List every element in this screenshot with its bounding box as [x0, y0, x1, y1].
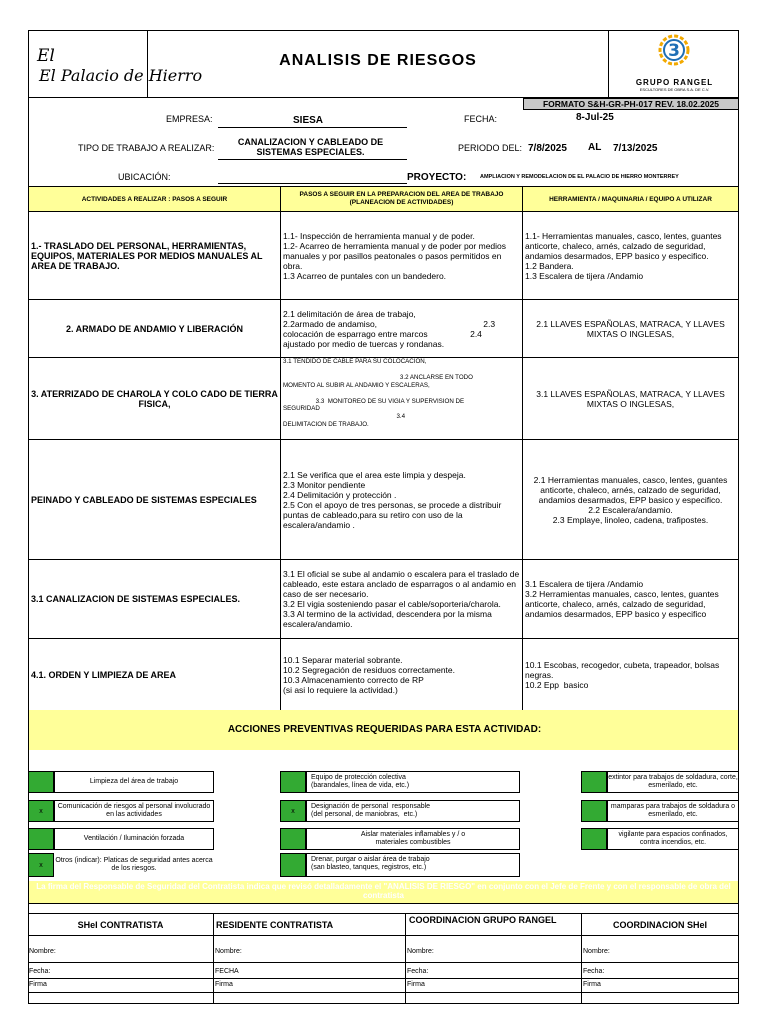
- table-row-steps: 3.1 El oficial se sube al andamio o escalera para el traslado de cableado, este estara anclado de esparragos o al andamio en caso de ser necesario. 3.2 El vigia sosteniendo pasar el cable/soporteria/charola. 3.3 Al termino de la actividad, descendera por la misma escalera/andamio.: [280, 559, 523, 639]
- sig-firma[interactable]: Firma: [29, 981, 47, 988]
- check-box[interactable]: x: [280, 800, 306, 822]
- form-code: FORMATO S&H-GR-PH-017 REV. 18.02.2025: [523, 98, 739, 110]
- check-label: extintor para trabajos de soldadura, corte, esmerilado, etc.: [607, 771, 739, 793]
- check-box[interactable]: [280, 828, 306, 850]
- table-row-steps: 2.1 delimitación de área de trabajo, 2.2armado de andamiso, 2.3 colocación de esparrago entre marcos 2.4 ajustado por medio de tuercas y rondanas.: [280, 299, 523, 358]
- risk-analysis-form: El El Palacio de Hierro ANALISIS DE RIESGOS 3 GRUPO RANGEL ESCULTORES DE OBRA S.A. DE C.V. FORMATO S&H-GR-PH-017 REV. 18.02.2025 EMPRESA: SIESA FECHA: 8-Jul-25 TIPO DE TRABAJO A REALIZAR: CANALIZACION Y CABLEADO DE SISTEMAS ESPECIALES. PERIODO DEL: 7/8/2025 AL 7/13/2025 UBICACIÓN: PROYECTO: AMPLIACION Y REMODELACION DE EL PALACIO DE HIERRO MONTERREY ACTIVIDADES A REALIZAR : PASOS A SEGUIR PASOS A SEGUIR EN LA PREPARACION DEL AREA DE TRABAJO (PLANEACION DE ACTIVIDADES) HERRAMIENTA / MAQUINARIA / EQUIPO A UTILIZAR 1.- TRASLADO DEL PERSONAL, HERRAMIENTAS, EQUIPOS, MATERIALES POR MEDIOS MANUALES AL AREA DE TRABAJO. 1.1- Inspección de herramienta manual y de poder. 1.2- Acarreo de herramienta manual y de poder por medios manuales y por pasillos peatonales o pasos permitidos en obra. 1.3 Acarreo de puntales con un bandedero. 1.1- Herramientas manuales, casco, lentes, guantes anticorte, chaleco, arnés, calzado de seguridad, andamios desarmados, EPP basico y especifico. 1.2 Bandera. 1.3 Escalera de tijera /Andamio 2. ARMADO DE ANDAMIO Y LIBERACIÓN 2.1 delimitación de área de trabajo, 2.2armado de andamiso, 2.3 colocación de esparrago entre marcos 2.4 ajustado por medio de tuercas y rondanas. 2.1 LLAVES ESPAÑOLAS, MATRACA, Y LLAVES MIXTAS O INGLESAS, 3. ATERRIZADO DE CHAROLA Y COLO CADO DE TIERRA FISICA, 3.1 TENDIDO DE CABLE PARA SU COLOCACION, 3.2 ANCLARSE EN TODO MOMENTO AL SUBIR AL ANDAMIO Y ESCALERAS, 3.3 MONITOREO DE SU VIGIA Y SUPERVISION DE SEGURIDAD 3.4 DELIMITACION DE TRABAJO. 3.1 LLAVES ESPAÑOLAS, MATRACA, Y LLAVES MIXTAS O INGLESAS, PEINADO Y CABLEADO DE SISTEMAS ESPECIALES 2.1 Se verifica que el area este limpia y despeja. 2.3 Monitor pendiente 2.4 Delimitación y protección . 2.5 Con el apoyo de tres personas, se procede a distribuir puntas de cableado,para su retiro con uso de la escalera/andamio . 2.1 Herramientas manuales, casco, lentes, guantes anticorte, chaleco, arnés, calzado de seguridad, andamios desarmados, EPP basico y especifico. 2.2 Escalera/andamio. 2.3 Emplaye, linoleo, cadena, trafipostes. 3.1 CANALIZACION DE SISTEMAS ESPECIALES. 3.1 El oficial se sube al andamio o escalera para el traslado de cableado, este estara anclado de esparragos o al andamio en caso de ser necesario. 3.2 El vigia sosteniendo pasar el cable/soporteria/charola. 3.3 Al termino de la actividad, descendera por la misma escalera/andamio. 3.1 Escalera de tijera /Andamio 3.2 Herramientas manuales, casco, lentes, guantes anticorte, chaleco, arnés, calzado de seguridad, andamios desarmados, EPP basico y especifico 4.1. ORDEN Y LIMPIEZA DE AREA 10.1 Separar material sobrante. 10.2 Segregación de residuos correctamente. 10.3 Almacenamiento correcto de RP (si asi lo requiere la actividad.) 10.1 Escobas, recogedor, cubeta, trapeador, bolsas negras. 10.2 Epp basico ACCIONES PREVENTIVAS REQUERIDAS PARA ESTA ACTIVIDAD: Limpieza del área de trabajo x Comunicación de riesgos al personal involucrado en las actividades Ventilación / Iluminación forzada x Otros (indicar): Platicas de seguridad antes acerca de los riesgos. Equipo de protección colectiva (barandales, línea de vida, etc.) x Designación de personal responsable (del personal, de maniobras, etc.) Aislar materiales inflamables y / o materiales combustibles Drenar, purgar o aislar área de trabajo (san blasteo, tanques, registros, etc.) extintor para trabajos de soldadura, corte, esmerilado, etc. mamparas para trabajos de soldadura o esmerilado, etc. vigilante para espacios confinados, contra incendios, etc. La firma del Responsable de Seguridad del Contratista indica que revisó detalladamente el "ANALISIS DE RIESGO" en conjunto con el Jefe de Frente y con el responsable de obra del contratista SHeI CONTRATISTA RESIDENTE CONTRATISTA COORDINACION GRUPO RANGEL COORDINACION SHeI Nombre: Nombre: Nombre: Nombre: Fecha: FECHA Fecha: Fecha: Firma Firma Firma Firma: [28, 30, 739, 1028]
- check-label: Drenar, purgar o aislar área de trabajo (san blasteo, tanques, registros, etc.): [306, 853, 520, 877]
- sig-fecha[interactable]: Fecha:: [583, 968, 605, 975]
- table-row-steps: 1.1- Inspección de herramienta manual y de poder. 1.2- Acarreo de herramienta manual y de poder por medios manuales y por pasillos peatonales o pasos permitidos en obra. 1.3 Acarreo de puntales con un bandedero.: [280, 211, 523, 300]
- page-title: ANALISIS DE RIESGOS: [279, 52, 477, 69]
- sig-fecha[interactable]: Fecha:: [407, 968, 429, 975]
- proyecto-value: AMPLIACION Y REMODELACION DE EL PALACIO DE HIERRO MONTERREY: [480, 174, 679, 180]
- check-box[interactable]: [581, 828, 607, 850]
- table-row-tools: 10.1 Escobas, recogedor, cubeta, trapeador, bolsas negras. 10.2 Epp basico: [522, 638, 739, 711]
- fecha-value: 8-Jul-25: [576, 112, 614, 123]
- check-label: Comunicación de riesgos al personal involucrado en las actividades: [54, 800, 214, 822]
- sig-nombre[interactable]: Nombre:: [583, 948, 610, 955]
- tipo-trabajo-value: CANALIZACION Y CABLEADO DE SISTEMAS ESPECIALES.: [237, 137, 384, 157]
- check-label: Designación de personal responsable (del personal, de maniobras, etc.): [306, 800, 520, 822]
- rangel-emblem-icon: [609, 30, 740, 78]
- grupo-rangel-logo: 3 GRUPO RANGEL ESCULTORES DE OBRA S.A. DE C.V.: [608, 30, 739, 98]
- table-row-tools: 2.1 Herramientas manuales, casco, lentes, guantes anticorte, chaleco, arnés, calzado de seguridad, andamios desarmados, EPP basico y especifico. 2.2 Escalera/andamio. 2.3 Emplaye, linoleo, cadena, trafipostes.: [522, 439, 739, 560]
- sig-header-coordinacion-shei: COORDINACION SHeI: [612, 920, 707, 930]
- table-row-activity: 1.- TRASLADO DEL PERSONAL, HERRAMIENTAS, EQUIPOS, MATERIALES POR MEDIOS MANUALES AL AREA DE TRABAJO.: [28, 211, 281, 300]
- responsibility-note: La firma del Responsable de Seguridad del Contratista indica que revisó detalladamente el "ANALISIS DE RIESGO" en conjunto con el Jefe de Frente y con el responsable de obra del contratista: [28, 881, 739, 903]
- check-box[interactable]: [581, 771, 607, 793]
- check-label: Equipo de protección colectiva (barandales, línea de vida, etc.): [306, 771, 520, 793]
- check-box[interactable]: [280, 771, 306, 793]
- sig-nombre[interactable]: Nombre:: [215, 948, 242, 955]
- svg-text:El Palacio de Hierro: El Palacio de Hierro: [38, 66, 202, 85]
- check-box[interactable]: x: [28, 800, 54, 822]
- check-box[interactable]: [581, 800, 607, 822]
- periodo-from: 7/8/2025: [528, 143, 567, 154]
- sig-header-shei-contratista: SHeI CONTRATISTA: [77, 920, 164, 930]
- table-row-activity: 3.1 CANALIZACION DE SISTEMAS ESPECIALES.: [28, 559, 281, 639]
- table-row-tools: 1.1- Herramientas manuales, casco, lentes, guantes anticorte, chaleco, arnés, calzado de seguridad, andamios desarmados, EPP basico y especifico. 1.2 Bandera. 1.3 Escalera de tijera /Andamio: [522, 211, 739, 300]
- table-row-tools: 3.1 LLAVES ESPAÑOLAS, MATRACA, Y LLAVES MIXTAS O INGLESAS,: [522, 357, 739, 440]
- table-row-activity: 4.1. ORDEN Y LIMPIEZA DE AREA: [28, 638, 281, 711]
- sig-firma[interactable]: Firma: [215, 981, 233, 988]
- sig-nombre[interactable]: Nombre:: [407, 948, 434, 955]
- sig-firma[interactable]: Firma: [407, 981, 425, 988]
- empresa-value: SIESA: [293, 115, 324, 126]
- sig-header-coordinacion-rangel: COORDINACION GRUPO RANGEL: [409, 915, 557, 925]
- table-row-activity: 3. ATERRIZADO DE CHAROLA Y COLO CADO DE TIERRA FISICA,: [28, 357, 281, 440]
- col-header-steps: PASOS A SEGUIR EN LA PREPARACION DEL AREA DE TRABAJO (PLANEACION DE ACTIVIDADES): [280, 186, 523, 212]
- sig-firma[interactable]: Firma: [583, 981, 601, 988]
- palacio-logo: [28, 30, 202, 98]
- table-row-steps: 2.1 Se verifica que el area este limpia y despeja. 2.3 Monitor pendiente 2.4 Delimitación y protección . 2.5 Con el apoyo de tres personas, se procede a distribuir puntas de cableado,para su retiro con uso de la escalera/andamio .: [280, 439, 523, 560]
- check-label: Limpieza del área de trabajo: [54, 771, 214, 793]
- check-label: Aislar materiales inflamables y / o materiales combustibles: [306, 828, 520, 850]
- sig-nombre[interactable]: Nombre:: [29, 948, 56, 955]
- sig-fecha[interactable]: Fecha:: [29, 968, 51, 975]
- svg-text:3: 3: [668, 41, 680, 61]
- table-row-steps: 10.1 Separar material sobrante. 10.2 Segregación de residuos correctamente. 10.3 Almacenamiento correcto de RP (si asi lo requiere la actividad.): [280, 638, 523, 711]
- col-header-activities: ACTIVIDADES A REALIZAR : PASOS A SEGUIR: [28, 186, 281, 212]
- check-label: Otros (indicar): Platicas de seguridad antes acerca de los riesgos.: [55, 857, 213, 872]
- table-row-tools: 3.1 Escalera de tijera /Andamio 3.2 Herramientas manuales, casco, lentes, guantes anticorte, chaleco, arnés, calzado de seguridad, andamios desarmados, EPP basico y especifico: [522, 559, 739, 639]
- sig-fecha[interactable]: FECHA: [215, 968, 239, 975]
- signatures-table: [28, 903, 739, 1004]
- check-box[interactable]: x: [28, 853, 54, 877]
- periodo-to: 7/13/2025: [613, 143, 658, 154]
- table-row-activity: 2. ARMADO DE ANDAMIO Y LIBERACIÓN: [28, 299, 281, 358]
- check-box[interactable]: [280, 853, 306, 877]
- table-row-steps: 3.1 TENDIDO DE CABLE PARA SU COLOCACION, 3.2 ANCLARSE EN TODO MOMENTO AL SUBIR AL ANDAMIO Y ESCALERAS, 3.3 MONITOREO DE SU VIGIA Y SUPERVISION DE SEGURIDAD 3.4 DELIMITACION DE TRABAJO.: [280, 357, 523, 440]
- table-row-tools: 2.1 LLAVES ESPAÑOLAS, MATRACA, Y LLAVES MIXTAS O INGLESAS,: [522, 299, 739, 358]
- preventive-title: ACCIONES PREVENTIVAS REQUERIDAS PARA ESTA ACTIVIDAD:: [227, 724, 542, 735]
- svg-text:El: El: [36, 46, 55, 66]
- preventive-header: [28, 710, 739, 750]
- col-header-tools: HERRAMIENTA / MAQUINARIA / EQUIPO A UTILIZAR: [522, 186, 739, 212]
- check-label: Ventilación / Iluminación forzada: [54, 828, 214, 850]
- check-label: vigilante para espacios confinados, contra incendios, etc.: [607, 828, 739, 850]
- check-box[interactable]: [28, 771, 54, 793]
- check-label: mamparas para trabajos de soldadura o esmerilado, etc.: [607, 800, 739, 822]
- check-box[interactable]: [28, 828, 54, 850]
- table-row-activity: PEINADO Y CABLEADO DE SISTEMAS ESPECIALES: [28, 439, 281, 560]
- sig-header-residente: RESIDENTE CONTRATISTA: [216, 920, 334, 930]
